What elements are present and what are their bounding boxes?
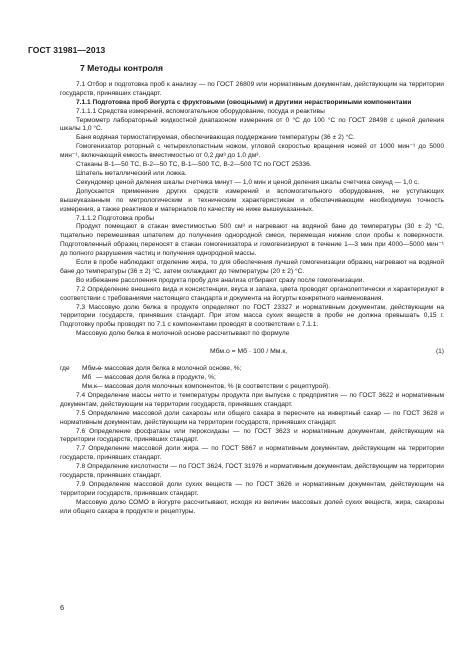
paragraph-thermometer: Термометр лабораторный жидкостной диапазоном измерения от 0 °С до 100 °С по ГОСТ 28498 с ценой деления шкалы 1,0 °С.: [60, 116, 444, 133]
where-row: [60, 374, 444, 383]
where-symbol: Mб: [82, 374, 92, 382]
paragraph-formula-intro: Массовую долю белка в молочной основе рассчитывают по формуле: [76, 330, 290, 338]
paragraph-7-2: 7.2 Определение внешнего вида и консистенции, вкуса и запаха, цвета проводят органолептически и характеризуют в соответствии с требованиями настоящего стандарта и документа на йогурты конкретного наименования.: [60, 285, 444, 302]
paragraph-somo: Массовую долю СОМО в йогурте рассчитывают, исходя из величин массовых долей сухих веществ, жира, сахарозы или общего сахара в продукте и рецептуры.: [60, 498, 444, 515]
paragraph-stratification: Во избежание расслоения продукта пробу для анализа отбирают сразу после гомогенизации.: [76, 276, 365, 284]
where-symbol: Mм.к: [82, 383, 97, 390]
paragraph-7-3: 7.3 Массовую долю белка в продукте определяют по ГОСТ 23327 и нормативным документам, действующим на территории государств, принявших стандарт. При этом масса сухих веществ в пробе не должна превышать 0,15 г. Подготовку пробы проводят по 7.1 с компонентами проводят в соответствии с 7.1.1.: [60, 303, 444, 329]
paragraph-7-1-1: 7.1.1 Подготовка проб йогурта с фруктовыми (овощными) и другими нерастворимыми компонентами: [76, 98, 412, 106]
paragraph-allowed: Допускается применение других средств измерений и вспомогательного оборудования, не уступающих вышеуказанным по метрологическим и техническим характеристикам и обеспечивающим необходимую точность измерения, а также реактивов и материалов по качеству не ниже вышеуказанных.: [60, 187, 444, 213]
document-body: [60, 64, 444, 517]
standard-header: ГОСТ 31981—2013: [28, 45, 106, 55]
paragraph-sample-prep: Продукт помещают в стакан вместимостью 500 см³ и нагревают на водяной бане до температуры (30 ± 2) °С, тщательно перемешивая шпателем до получения однородной смеси, перемещая нижние слои пробы к поверхности. Подготовленный образец переносят в стакан гомогенизатора и гомогенизируют в течение 1—3 мин при 4000—5000 мин⁻¹ до полного разрушения частиц и получения однородной массы.: [60, 223, 444, 258]
where-row: [60, 383, 444, 392]
paragraph-7-1-1-1: 7.1.1.1 Средства измерений, вспомогательное оборудование, посуда и реактивы: [76, 107, 325, 115]
paragraph-7-7: 7.7 Определение массовой доли жира — по ГОСТ 5867 и нормативным документам, действующим на территории государств, принявших стандарт.: [60, 445, 444, 462]
where-text: — массовая доля белка в продукте, %;: [96, 374, 216, 382]
formula-block: [60, 344, 444, 362]
page-number: 6: [60, 603, 65, 612]
paragraph-fat-separation: Если в пробе наблюдают отделение жира, то для обеспечения лучшей гомогенизации образец нагревают на водяной бане до температуры (36 ± 2) °С, затем охлаждают до температуры (20 ± 2) °С.: [60, 259, 444, 275]
paragraph-7-9: 7.9 Определение массовой доли сухих веществ — по ГОСТ 3626 и нормативным документам, действующим на территории государств, принявших стандарт.: [60, 480, 444, 497]
paragraph-7-6: 7.6 Определение фосфатазы или пероксидазы — по ГОСТ 3623 и нормативным документам, действующим на территории государств, принявших стандарт.: [60, 427, 444, 444]
where-text: — массовая доля молочных компонентов, % (в соответствии с рецептурой).: [96, 383, 331, 390]
where-row: [60, 365, 444, 374]
paragraph-7-1-1-2: 7.1.1.2 Подготовка пробы: [76, 214, 154, 222]
where-symbol: Mбм.о: [82, 365, 102, 373]
paragraph-7-4: 7.4 Определение массы нетто и температуры продукта при выпуске с предприятия — по ГОСТ 3622 и нормативным документам, действующим на территории государств, принявших стандарт.: [60, 391, 444, 408]
section-title: 7 Методы контроля: [80, 63, 163, 73]
paragraph-glasses: Стаканы В-1—50 ТС, В-2—50 ТС, В-1—500 ТС, В-2—500 ТС по ГОСТ 25336.: [76, 161, 312, 169]
where-text: — массовая доля белка в молочной основе, %;: [96, 365, 242, 373]
paragraph-homogenizer: Гомогенизатор роторный с четырехлопастным ножом, угловой скоростью вращения ножей от 1000 мин⁻¹ до 5000 мин⁻¹, включающий емкость вместимостью от 0,2 дм³ до 1,0 дм³.: [60, 143, 444, 160]
paragraph-spatula: Шпатель металлический или ложка.: [76, 169, 187, 177]
paragraph-7-8: 7.8 Определение кислотности — по ГОСТ 3624, ГОСТ 31976 и нормативным документам, действующим на территории государств, принявших стандарт.: [60, 463, 444, 480]
formula-number: (1): [435, 348, 444, 356]
paragraph-7-5: 7.5 Определение массовой доли сахарозы или общего сахара в пересчете на инвертный сахар — по ГОСТ 3628 и нормативным документам, действующим на территории государств, принявших стандарт.: [60, 409, 444, 426]
where-keyword: где: [60, 365, 70, 373]
paragraph-stopwatch: Секундомер ценой деления шкалы счетчика минут — 1,0 мин и ценой деления шкалы счетчика секунд — 1,0 с.: [76, 178, 420, 186]
paragraph-water-bath: Баня водяная термостатируемая, обеспечивающая поддержание температуры (36 ± 2) °С.: [76, 134, 355, 142]
paragraph-7-1: 7.1 Отбор и подготовка проб к анализу — по ГОСТ 26809 или нормативным документам, действующим на территории государств, принявших стандарт.: [60, 80, 444, 97]
formula: Mбм.о = Mб · 100 / Mм.к,: [210, 348, 288, 356]
